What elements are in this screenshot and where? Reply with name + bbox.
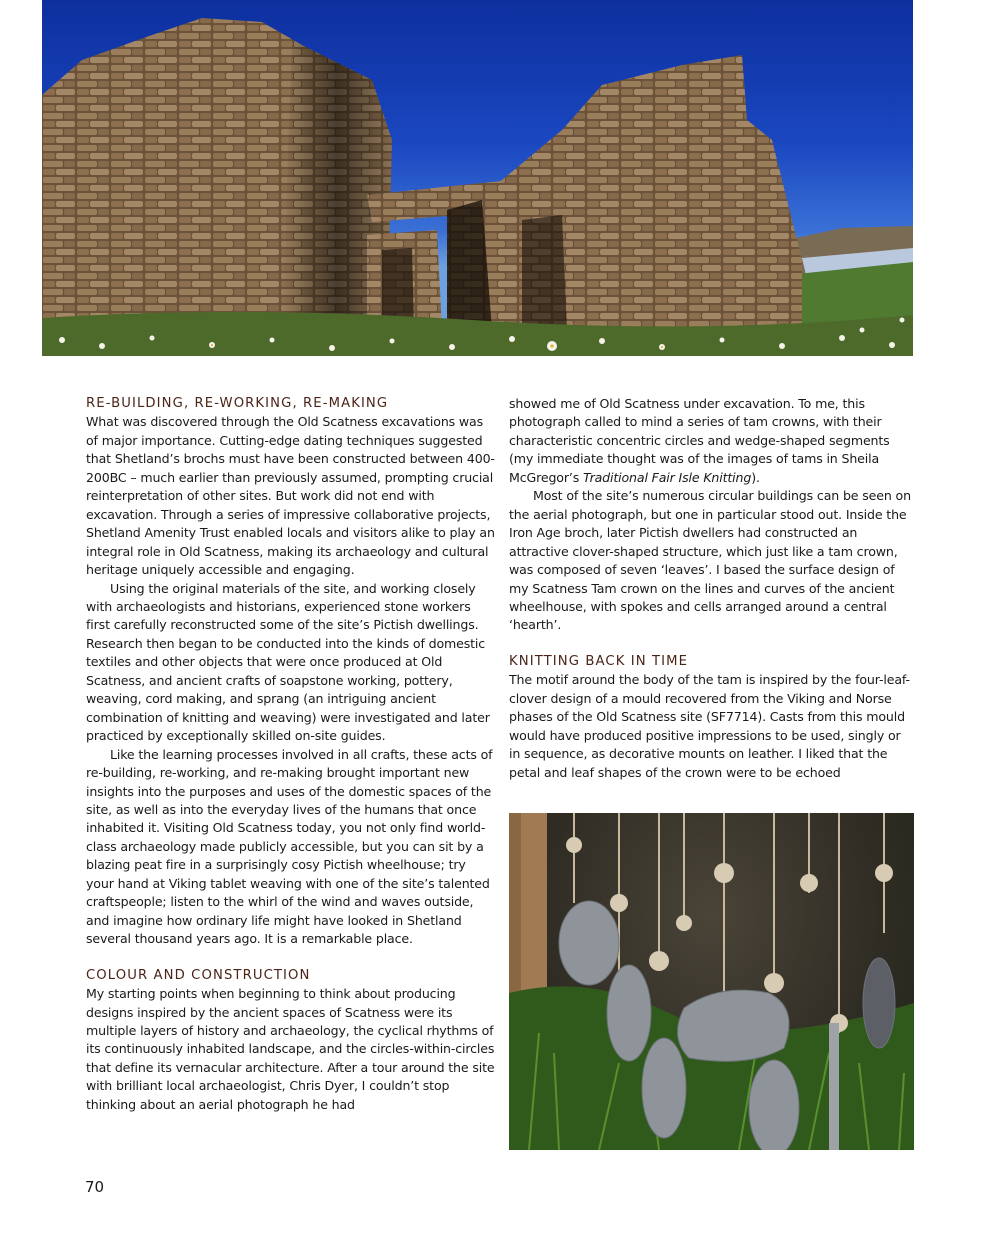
paragraph: Most of the site’s numerous circular buildings can be seen on the aerial photograph, but one in particular stood out. Inside the Iron Age broch, later Pictish dwellers had constructed an attractive clover-shaped structure, which just like a tam crown, was composed of seven ‘leaves’. I based the surface design of my Scatness Tam crown on the lines and curves of the ancient wheelhouse, with spokes and cells arranged around a central ‘hearth’. xyxy=(509,488,911,633)
paragraph-text: ). xyxy=(751,469,760,485)
section-heading-colour: COLOUR AND CONSTRUCTION xyxy=(86,967,311,983)
paragraph: The motif around the body of the tam is inspired by the four-leaf-clover design of a mould recovered from the Viking and Norse phases of the Old Scatness site (SF7714). Casts from this mould would have produced positive impressions to be used, singly or in sequence, as decorative mounts on leather. I liked that the petal and leaf shapes of the crown were to be echoed xyxy=(509,672,910,780)
paragraph: Using the original materials of the site, and working closely with archaeologists and historians, experienced stone workers first carefully reconstructed some of the site’s Pictish dwellings. Research then began to be conducted into the kinds of domestic textiles and other objects that were once produced at Old Scatness, and ancient crafts of soapstone working, pottery, weaving, cord making, and sprang (an intriguing ancient combination of knitting and weaving) were investigated and later practiced by exceptionally skilled on-site guides. xyxy=(86,580,490,744)
paragraph: What was discovered through the Old Scatness excavations was of major importance. Cutting-edge dating techniques suggested that Shetland’s brochs must have been constructed between 400-200BC – much earlier than previously assumed, prompting crucial reinterpretation of other sites. But work did not end with excavation. Through a series of impressive collaborative projects, Shetland Amenity Trust enabled locals and visitors alike to play an integral role in Old Scatness, making its archaeology and cultural heritage uniquely accessible and engaging. xyxy=(86,414,495,578)
paragraph: My starting points when beginning to think about producing designs inspired by the ancient spaces of Scatness were its multiple layers of history and archaeology, the cyclical rhythms of its continuously inhabited landscape, and the circles-within-circles that define its vernacular architecture. After a tour around the site with brilliant local archaeologist, Chris Dyer, I couldn’t stop thinking about an aerial photograph he had xyxy=(86,986,495,1112)
paragraph-text: showed me of Old Scatness under excavation. To me, this photograph called to mind a series of tam crowns, with their characteristic concentric circles and wedge-shaped segments (my immediate thought was of the images of tams in Sheila McGregor’s xyxy=(509,396,890,485)
right-column xyxy=(509,395,915,782)
loom-weights-image xyxy=(509,813,914,1150)
section-heading-knitting: KNITTING BACK IN TIME xyxy=(509,653,689,669)
section-spacer xyxy=(509,635,915,653)
section-heading-rebuilding: RE-BUILDING, RE-WORKING, RE-MAKING xyxy=(86,396,389,411)
paragraph: Like the learning processes involved in all crafts, these acts of re-building, re-working, and re-making brought important new insights into the purposes and uses of the domestic spaces of the site, as well as into the everyday lives of the humans that once inhabited it. Visiting Old Scatness today, you not only find world-class archaeology made publicly accessible, but you can sit by a blazing peat fire in a surprisingly cosy Pictish wheelhouse; try your hand at Viking tablet weaving with one of the site’s talented craftspeople; listen to the whirl of the wind and waves outside, and imagine how ordinary life might have looked in Shetland several thousand years ago. It is a remarkable place. xyxy=(86,746,493,947)
broch-ruins-image xyxy=(42,0,913,356)
loom-weights-photo xyxy=(509,813,914,1150)
broch-ruins-photo xyxy=(42,0,913,356)
left-column xyxy=(86,395,496,1114)
page-number: 70 xyxy=(85,1178,105,1196)
book-title: Traditional Fair Isle Knitting xyxy=(583,469,752,485)
section-spacer xyxy=(86,949,496,967)
paragraph xyxy=(509,395,915,487)
